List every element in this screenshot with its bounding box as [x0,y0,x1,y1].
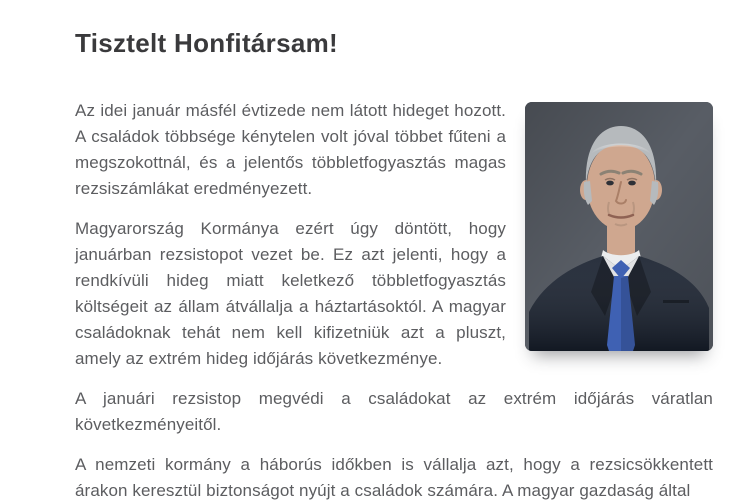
letter-content [75,98,713,500]
portrait-photo [525,102,713,351]
right-eye [628,181,636,186]
left-smile-line [608,202,609,214]
chest-pocket [663,300,689,303]
portrait-illustration [525,102,713,351]
paragraph-1: Az idei január másfél évtizede nem látott hideget hozott. A családok többsége kénytelen volt jóval többet fűteni a megszokottnál, és a jelentős többletfogyasztás magas rezsiszámlákat eredményezett. [75,101,506,198]
paragraph-3: A januári rezsistop megvédi a családokat az extrém időjárás váratlan következményeitől. [75,389,713,434]
left-eye [606,181,614,186]
right-smile-line [633,202,634,214]
paragraph-4: A nemzeti kormány a háborús időkben is vállalja azt, hogy a rezsicsökkentett árakon keresztül biztonságot nyújt a családok számára. A magyar gazdaság által [75,455,713,500]
paragraph-2: Magyarország Kormánya ezért úgy döntött, hogy januárban rezsistopot vezet be. Ez azt jelenti, hogy a rendkívüli hideg miatt keletkező többletfogyasztás költségeit az állam átvállalja a háztartásoktól. A magyar családoknak tehát nem kell kifizetniük azt a pluszt, amely az extrém hideg időjárás következménye. [75,219,506,368]
page-title: Tisztelt Honfitársam! [75,28,338,58]
